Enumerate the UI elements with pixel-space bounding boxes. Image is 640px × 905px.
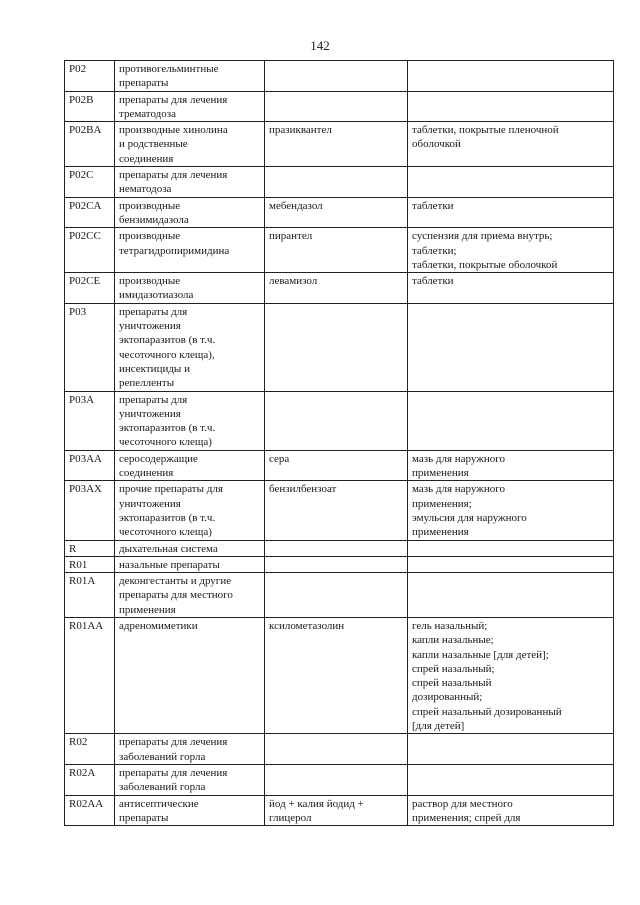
inn-cell xyxy=(265,573,408,618)
dosage-form-cell: таблетки, покрытые пленочной оболочкой xyxy=(408,122,614,167)
dosage-form-cell xyxy=(408,540,614,556)
table-row xyxy=(65,91,614,122)
dosage-form-cell xyxy=(408,91,614,122)
table-row xyxy=(65,228,614,273)
group-name-cell: адреномиметики xyxy=(115,617,265,733)
atc-code-cell: P02 xyxy=(65,61,115,92)
dosage-form-cell xyxy=(408,764,614,795)
group-name-cell: назальные препараты xyxy=(115,556,265,572)
dosage-form-cell xyxy=(408,573,614,618)
atc-code-cell: R01 xyxy=(65,556,115,572)
group-name-cell: деконгестанты и другие препараты для местного применения xyxy=(115,573,265,618)
table-row xyxy=(65,303,614,391)
table-row xyxy=(65,450,614,481)
atc-code-cell: R01A xyxy=(65,573,115,618)
atc-code-cell: P03 xyxy=(65,303,115,391)
dosage-form-cell xyxy=(408,61,614,92)
inn-cell xyxy=(265,391,408,450)
dosage-form-cell xyxy=(408,556,614,572)
inn-cell xyxy=(265,303,408,391)
group-name-cell: препараты для лечения заболеваний горла xyxy=(115,764,265,795)
atc-code-cell: P03AX xyxy=(65,481,115,540)
inn-cell: йод + калия йодид + глицерол xyxy=(265,795,408,826)
group-name-cell: производные хинолина и родственные соединения xyxy=(115,122,265,167)
table-row xyxy=(65,391,614,450)
inn-cell: ксилометазолин xyxy=(265,617,408,733)
dosage-form-cell: таблетки xyxy=(408,273,614,304)
table-row xyxy=(65,573,614,618)
dosage-form-cell: гель назальный; капли назальные; капли назальные [для детей]; спрей назальный; спрей назальный дозированный; спрей назальный дозированный [для детей] xyxy=(408,617,614,733)
table-row xyxy=(65,540,614,556)
table-row xyxy=(65,617,614,733)
dosage-form-cell: суспензия для приема внутрь; таблетки; таблетки, покрытые оболочкой xyxy=(408,228,614,273)
table-row xyxy=(65,795,614,826)
inn-cell: пирантел xyxy=(265,228,408,273)
table-row xyxy=(65,481,614,540)
dosage-form-cell: таблетки xyxy=(408,197,614,228)
atc-code-cell: P03A xyxy=(65,391,115,450)
atc-code-cell: R02AA xyxy=(65,795,115,826)
inn-cell: мебендазол xyxy=(265,197,408,228)
dosage-form-cell: мазь для наружного применения; эмульсия для наружного применения xyxy=(408,481,614,540)
inn-cell xyxy=(265,167,408,198)
inn-cell xyxy=(265,91,408,122)
atc-code-cell: P02CC xyxy=(65,228,115,273)
group-name-cell: дыхательная система xyxy=(115,540,265,556)
table-row xyxy=(65,61,614,92)
dosage-form-cell: раствор для местного применения; спрей для xyxy=(408,795,614,826)
group-name-cell: препараты для лечения нематодоза xyxy=(115,167,265,198)
atc-code-cell: R02 xyxy=(65,734,115,765)
atc-code-cell: P02CA xyxy=(65,197,115,228)
inn-cell xyxy=(265,734,408,765)
group-name-cell: препараты для уничтожения эктопаразитов (в т.ч. чесоточного клеща), инсектициды и репелленты xyxy=(115,303,265,391)
atc-code-cell: P03AA xyxy=(65,450,115,481)
inn-cell: левамизол xyxy=(265,273,408,304)
group-name-cell: производные тетрагидропиримидина xyxy=(115,228,265,273)
inn-cell: бензилбензоат xyxy=(265,481,408,540)
atc-drug-table xyxy=(64,60,614,826)
inn-cell xyxy=(265,556,408,572)
dosage-form-cell xyxy=(408,303,614,391)
atc-code-cell: P02B xyxy=(65,91,115,122)
dosage-form-cell xyxy=(408,734,614,765)
group-name-cell: серосодержащие соединения xyxy=(115,450,265,481)
atc-code-cell: P02C xyxy=(65,167,115,198)
group-name-cell: производные бензимидазола xyxy=(115,197,265,228)
atc-code-cell: R01AA xyxy=(65,617,115,733)
inn-cell xyxy=(265,61,408,92)
table-row xyxy=(65,197,614,228)
group-name-cell: производные имидазотиазола xyxy=(115,273,265,304)
group-name-cell: препараты для лечения трематодоза xyxy=(115,91,265,122)
group-name-cell: прочие препараты для уничтожения эктопаразитов (в т.ч. чесоточного клеща) xyxy=(115,481,265,540)
table-row xyxy=(65,556,614,572)
group-name-cell: антисептические препараты xyxy=(115,795,265,826)
dosage-form-cell: мазь для наружного применения xyxy=(408,450,614,481)
inn-cell: празиквантел xyxy=(265,122,408,167)
atc-code-cell: R02A xyxy=(65,764,115,795)
table-row xyxy=(65,273,614,304)
table-row xyxy=(65,167,614,198)
inn-cell: сера xyxy=(265,450,408,481)
inn-cell xyxy=(265,764,408,795)
group-name-cell: препараты для уничтожения эктопаразитов (в т.ч. чесоточного клеща) xyxy=(115,391,265,450)
group-name-cell: препараты для лечения заболеваний горла xyxy=(115,734,265,765)
dosage-form-cell xyxy=(408,391,614,450)
inn-cell xyxy=(265,540,408,556)
atc-code-cell: P02BA xyxy=(65,122,115,167)
page-number: 142 xyxy=(310,38,330,53)
table-row xyxy=(65,734,614,765)
atc-code-cell: P02CE xyxy=(65,273,115,304)
table-row xyxy=(65,122,614,167)
table-row xyxy=(65,764,614,795)
atc-code-cell: R xyxy=(65,540,115,556)
dosage-form-cell xyxy=(408,167,614,198)
group-name-cell: противогельминтные препараты xyxy=(115,61,265,92)
